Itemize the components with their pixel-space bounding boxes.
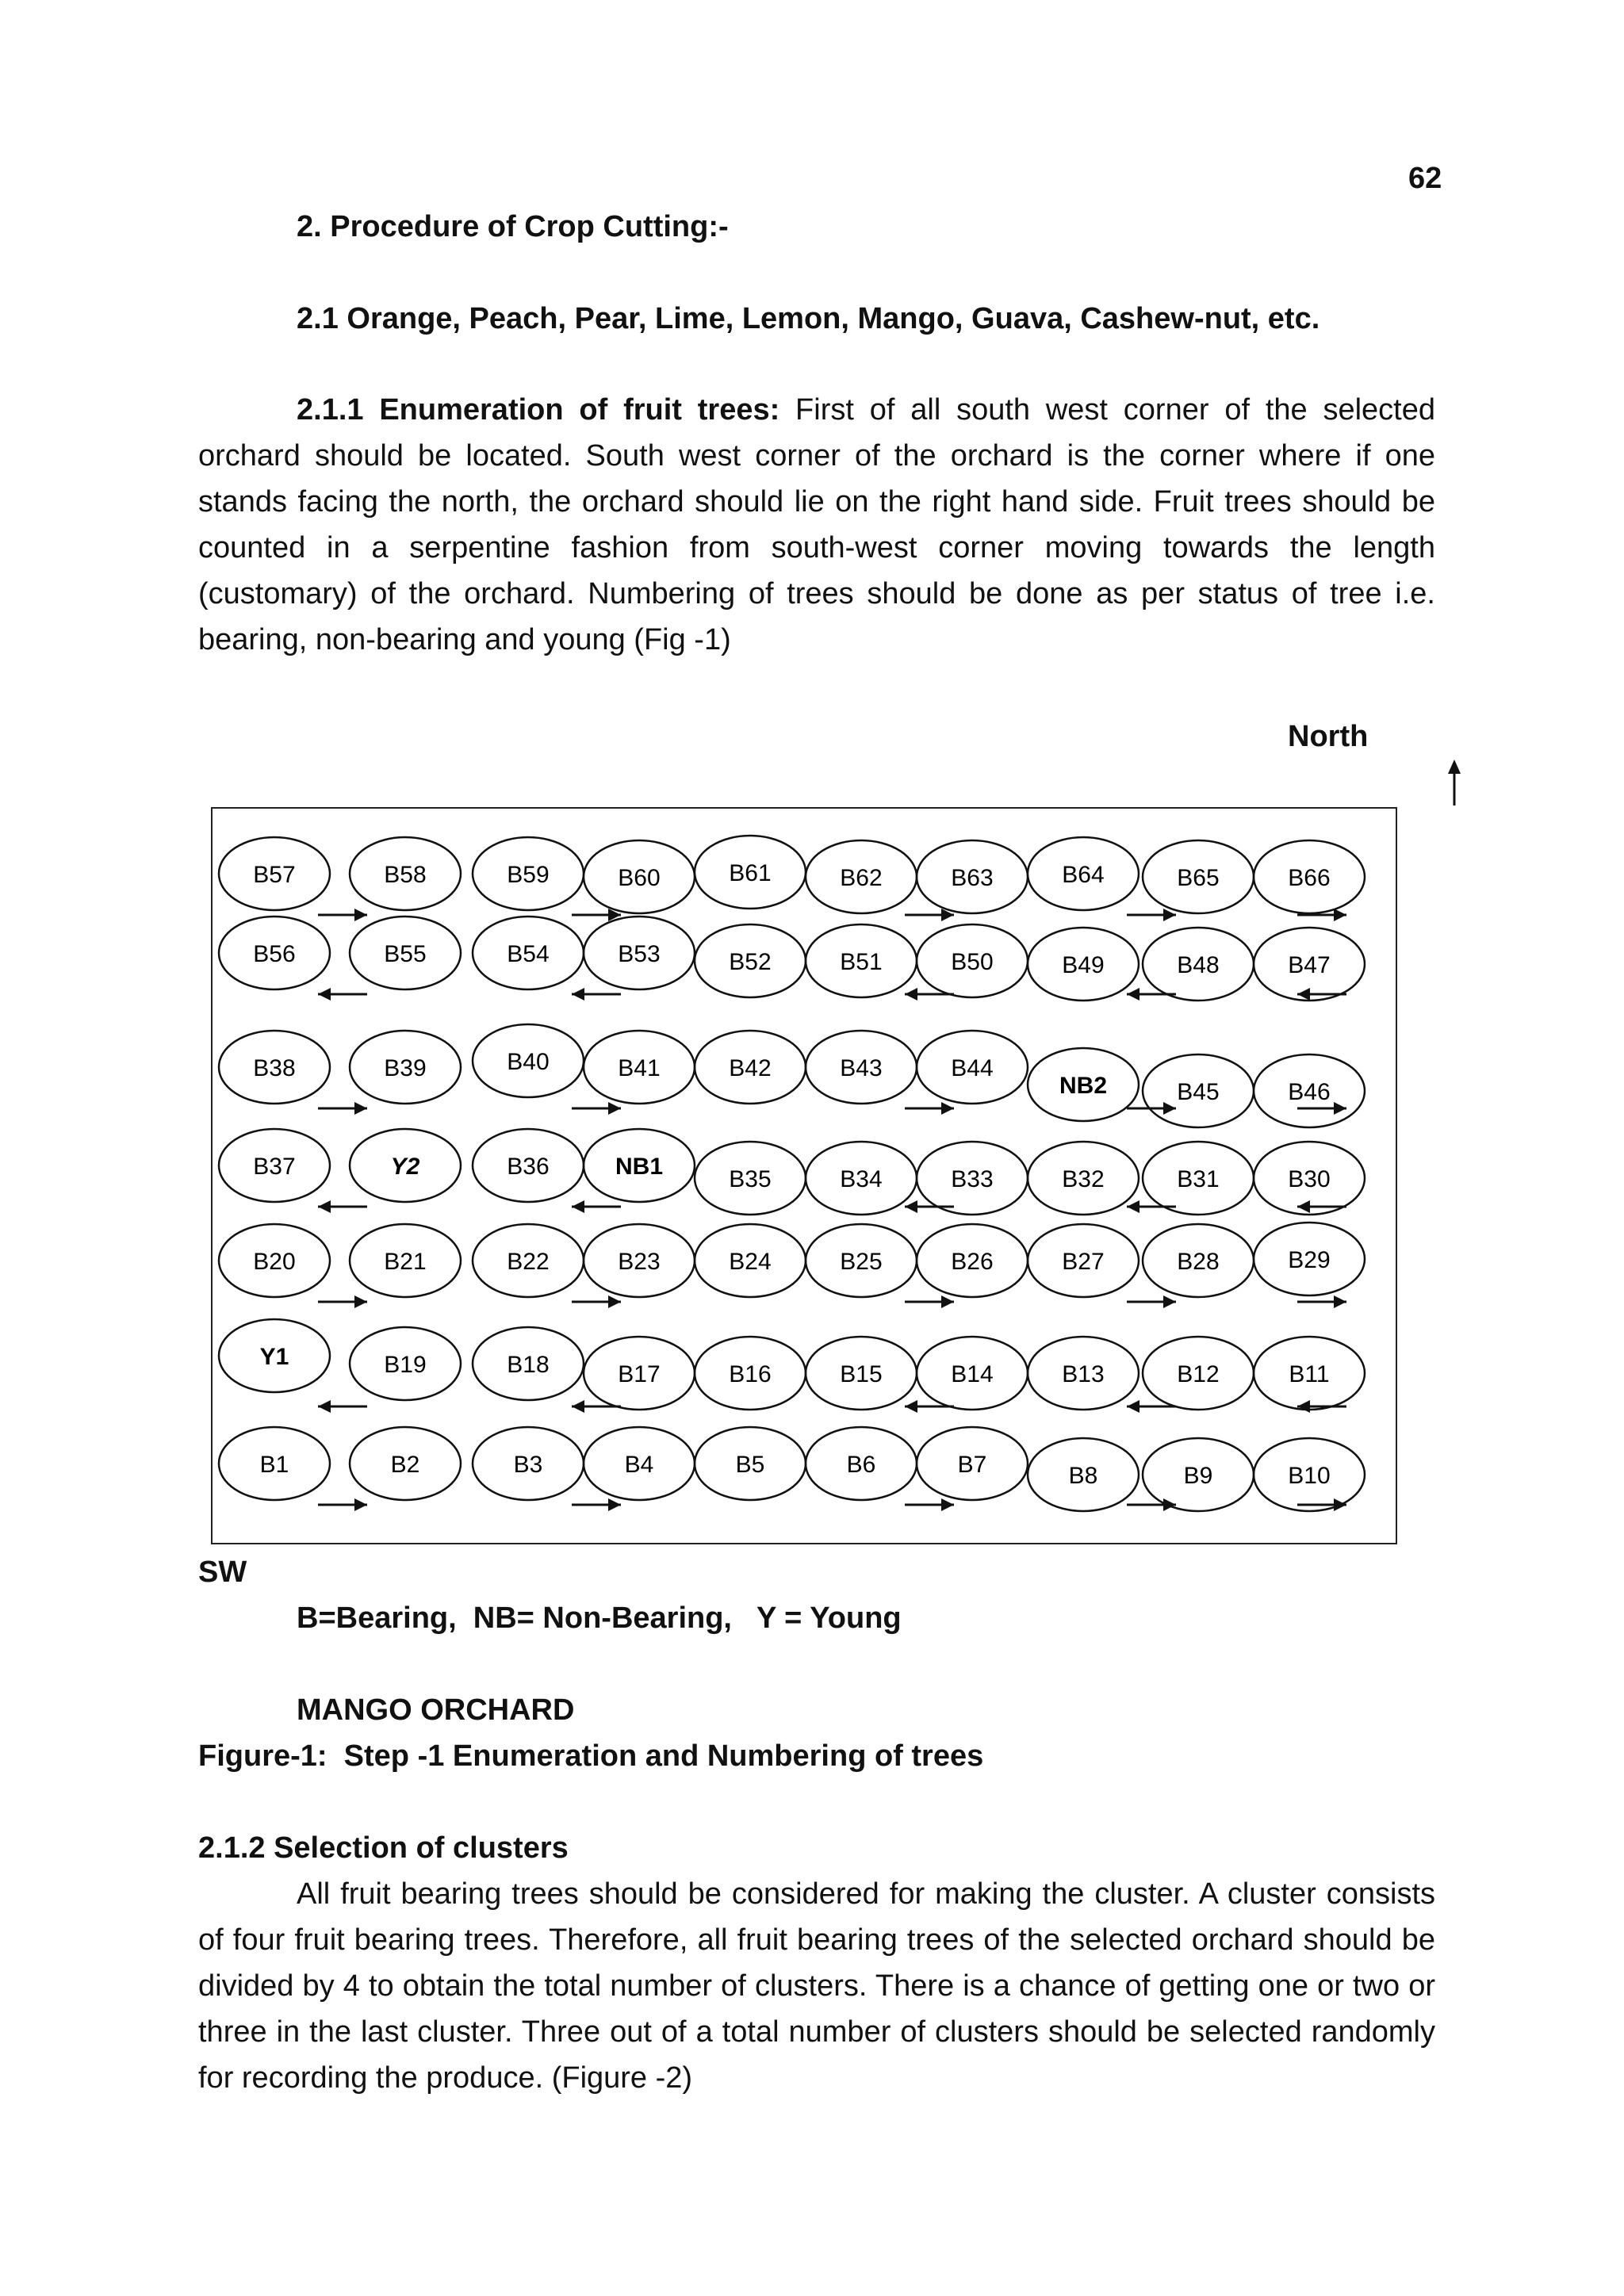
direction-arrow-icon: [1297, 909, 1346, 921]
paragraph-lead: 2.1.1 Enumeration of fruit trees:: [297, 393, 780, 427]
tree-label-b7: B7: [957, 1452, 987, 1478]
direction-arrow-icon: [905, 1295, 954, 1308]
direction-arrow-icon: [1127, 909, 1176, 921]
direction-arrow-icon: [318, 988, 367, 1001]
tree-label-b48: B48: [1177, 952, 1220, 978]
figure-caption: Figure-1: Step -1 Enumeration and Numbering of trees: [198, 1739, 984, 1773]
tree-label-b40: B40: [507, 1049, 550, 1075]
direction-arrow-icon: [905, 1102, 954, 1115]
direction-arrow-icon: [572, 909, 621, 921]
tree-label-b59: B59: [507, 862, 550, 888]
tree-label-b23: B23: [618, 1249, 661, 1275]
direction-arrow-icon: [318, 1498, 367, 1511]
paragraph-clusters: All fruit bearing trees should be considered for making the cluster. A cluster consists of four fruit bearing trees. Therefore, all fruit bearing trees of the selected orchard should be divided by 4 to obtain the total number of clusters. There is a chance of getting one or two or three in the last cluster. Three out of a total number of clusters should be selected randomly for recording the produce. (Figure -2): [198, 1877, 1435, 2095]
tree-label-y1: Y1: [259, 1344, 289, 1370]
paragraph-enumeration: [198, 387, 1435, 663]
tree-label-b30: B30: [1288, 1166, 1331, 1192]
direction-arrow-icon: [1127, 1295, 1176, 1308]
direction-arrow-icon: [572, 1200, 621, 1213]
direction-arrow-icon: [572, 988, 621, 1001]
tree-label-b31: B31: [1177, 1166, 1220, 1192]
tree-label-b29: B29: [1288, 1247, 1331, 1273]
tree-label-y2: Y2: [390, 1154, 420, 1180]
direction-arrow-icon: [905, 1400, 954, 1413]
tree-label-b20: B20: [253, 1249, 296, 1275]
direction-arrow-icon: [318, 1295, 367, 1308]
tree-label-nb1: NB1: [615, 1154, 664, 1180]
tree-label-b2: B2: [390, 1452, 420, 1478]
tree-label-b55: B55: [384, 941, 427, 967]
tree-label-b53: B53: [618, 941, 661, 967]
tree-label-b56: B56: [253, 941, 296, 967]
section-2-1-2-title: 2.1.2 Selection of clusters: [198, 1831, 569, 1865]
tree-label-b14: B14: [951, 1361, 994, 1387]
tree-label-b54: B54: [507, 941, 550, 967]
north-arrow-icon: [1438, 756, 1470, 812]
subsection-title: 2.1 Orange, Peach, Pear, Lime, Lemon, Mango, Guava, Cashew-nut, etc.: [297, 302, 1320, 335]
tree-label-b61: B61: [729, 860, 772, 886]
direction-arrow-icon: [905, 909, 954, 921]
direction-arrow-icon: [1297, 1498, 1346, 1511]
tree-label-b6: B6: [846, 1452, 876, 1478]
tree-label-b18: B18: [507, 1352, 550, 1378]
tree-label-b62: B62: [840, 865, 883, 891]
tree-label-b19: B19: [384, 1352, 427, 1378]
tree-label-b52: B52: [729, 949, 772, 975]
direction-arrow-icon: [318, 909, 367, 921]
tree-label-b3: B3: [513, 1452, 543, 1478]
direction-arrow-icon: [1127, 1102, 1176, 1115]
tree-label-b16: B16: [729, 1361, 772, 1387]
direction-arrow-icon: [905, 988, 954, 1001]
tree-label-b60: B60: [618, 865, 661, 891]
direction-arrow-icon: [572, 1295, 621, 1308]
tree-label-b8: B8: [1068, 1463, 1098, 1489]
tree-label-b28: B28: [1177, 1249, 1220, 1275]
direction-arrow-icon: [905, 1498, 954, 1511]
tree-label-b50: B50: [951, 949, 994, 975]
tree-label-b43: B43: [840, 1055, 883, 1081]
direction-arrow-icon: [1127, 988, 1176, 1001]
page-number: 62: [1408, 162, 1442, 195]
tree-label-b46: B46: [1288, 1079, 1331, 1105]
direction-arrow-icon: [572, 1498, 621, 1511]
direction-arrow-icon: [1297, 1200, 1346, 1213]
direction-arrow-icon: [572, 1102, 621, 1115]
tree-label-b33: B33: [951, 1166, 994, 1192]
tree-label-b35: B35: [729, 1166, 772, 1192]
tree-label-b63: B63: [951, 865, 994, 891]
north-label: North: [1288, 720, 1369, 753]
tree-label-b22: B22: [507, 1249, 550, 1275]
tree-label-b66: B66: [1288, 865, 1331, 891]
direction-arrow-icon: [1297, 1295, 1346, 1308]
tree-label-b57: B57: [253, 862, 296, 888]
sw-corner-label: SW: [198, 1556, 247, 1589]
tree-label-b39: B39: [384, 1055, 427, 1081]
tree-label-b37: B37: [253, 1154, 296, 1180]
tree-label-b15: B15: [840, 1361, 883, 1387]
legend: B=Bearing, NB= Non-Bearing, Y = Young: [297, 1601, 902, 1635]
direction-arrow-icon: [318, 1102, 367, 1115]
tree-label-b25: B25: [840, 1249, 883, 1275]
tree-label-nb2: NB2: [1059, 1073, 1108, 1099]
tree-label-b38: B38: [253, 1055, 296, 1081]
tree-label-b4: B4: [624, 1452, 654, 1478]
direction-arrow-icon: [572, 1400, 621, 1413]
tree-label-b41: B41: [618, 1055, 661, 1081]
tree-label-b24: B24: [729, 1249, 772, 1275]
direction-arrow-icon: [318, 1200, 367, 1213]
tree-label-b21: B21: [384, 1249, 427, 1275]
tree-label-b42: B42: [729, 1055, 772, 1081]
tree-label-b58: B58: [384, 862, 427, 888]
direction-arrow-icon: [1297, 988, 1346, 1001]
tree-label-b17: B17: [618, 1361, 661, 1387]
tree-label-b11: B11: [1289, 1361, 1330, 1387]
direction-arrow-icon: [1297, 1400, 1346, 1413]
direction-arrow-icon: [1127, 1400, 1176, 1413]
tree-label-b47: B47: [1288, 952, 1331, 978]
paragraph-body: First of all south west corner of the selected orchard should be located. South west corner of the orchard is the corner where if one stands facing the north, the orchard should lie on the right hand side. Fruit trees should be counted in a serpentine fashion from south-west corner moving towards the length (customary) of the orchard. Numbering of trees should be done as per status of tree i.e. bearing, non-bearing and young (Fig -1): [198, 393, 1435, 656]
orchard-title: MANGO ORCHARD: [297, 1693, 575, 1727]
tree-label-b45: B45: [1177, 1079, 1220, 1105]
tree-label-b9: B9: [1183, 1463, 1213, 1489]
section-title: 2. Procedure of Crop Cutting:-: [297, 210, 729, 243]
tree-label-b49: B49: [1062, 952, 1105, 978]
tree-label-b34: B34: [840, 1166, 883, 1192]
direction-arrow-icon: [318, 1400, 367, 1413]
tree-label-b5: B5: [735, 1452, 765, 1478]
orchard-diagram: [211, 807, 1397, 1544]
tree-label-b10: B10: [1288, 1463, 1331, 1489]
tree-label-b13: B13: [1062, 1361, 1105, 1387]
direction-arrow-icon: [1127, 1200, 1176, 1213]
tree-label-b44: B44: [951, 1055, 994, 1081]
tree-label-b32: B32: [1062, 1166, 1105, 1192]
tree-label-b27: B27: [1062, 1249, 1105, 1275]
tree-label-b51: B51: [840, 949, 883, 975]
tree-label-b26: B26: [951, 1249, 994, 1275]
tree-label-b36: B36: [507, 1154, 550, 1180]
tree-label-b64: B64: [1062, 862, 1105, 888]
tree-label-b65: B65: [1177, 865, 1220, 891]
tree-label-b12: B12: [1177, 1361, 1220, 1387]
tree-label-b1: B1: [259, 1452, 289, 1478]
direction-arrow-icon: [1127, 1498, 1176, 1511]
